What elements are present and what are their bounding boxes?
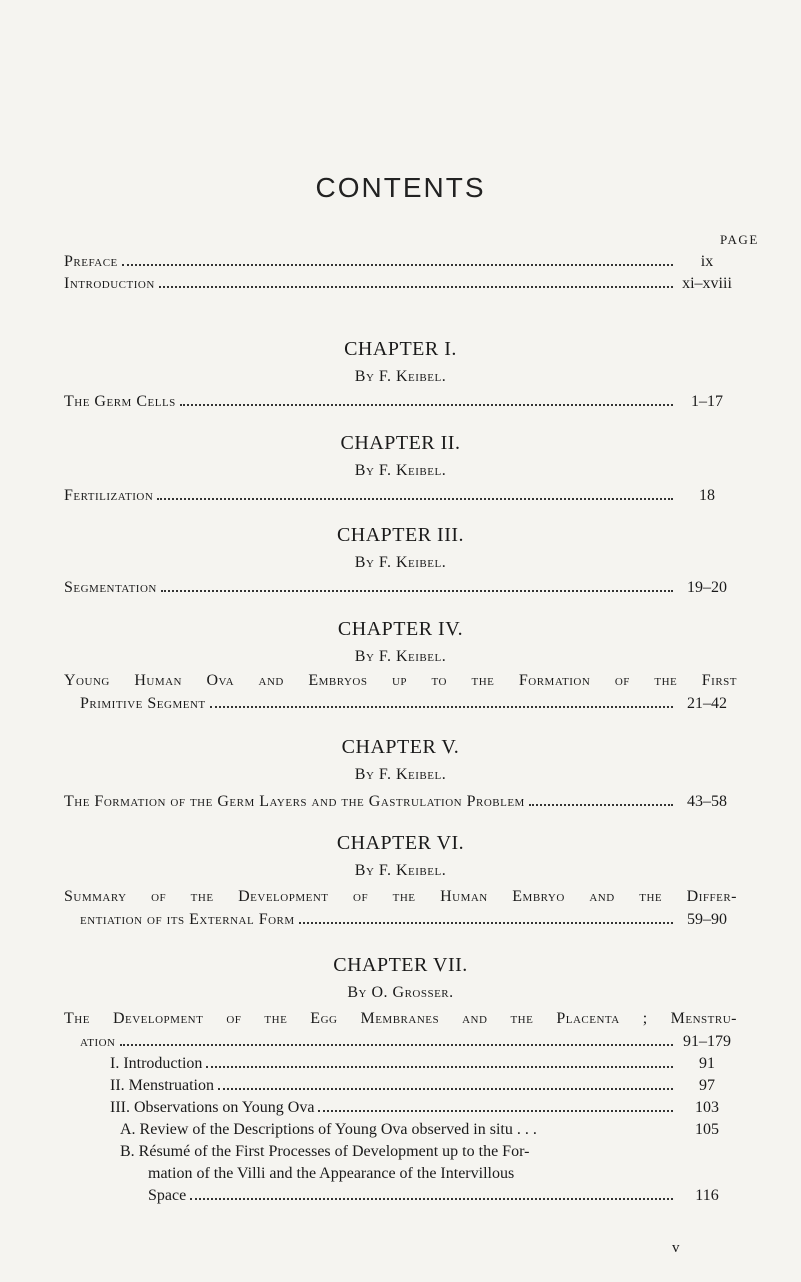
entry-label: Introduction: [64, 275, 155, 292]
chapter-heading: CHAPTER VI.: [336, 832, 465, 854]
entry-page: 1–17: [691, 393, 723, 410]
toc-entry-introduction[interactable]: [64, 274, 737, 294]
chapter-author: By O. Grosser.: [347, 984, 454, 1001]
entry-label: Space: [148, 1187, 187, 1204]
chapter-heading: CHAPTER II.: [340, 432, 461, 454]
toc-entry-chapter-5[interactable]: [64, 792, 737, 812]
page-title: CONTENTS: [315, 172, 486, 203]
toc-entry-chapter-4-line1[interactable]: Young Human Ova and Embryos up to the Formation of the First: [64, 672, 737, 689]
leader-dots: [120, 1044, 674, 1046]
toc-entry-preface[interactable]: [64, 252, 737, 272]
leader-dots: [180, 404, 673, 406]
leader-dots: [159, 286, 673, 288]
toc-entry-chapter-1[interactable]: [64, 392, 737, 412]
entry-label: The Formation of the Germ Layers and the Gastrulation Problem: [64, 793, 525, 810]
toc-entry-chapter-6[interactable]: [80, 910, 737, 930]
chapter-heading: CHAPTER III.: [336, 524, 465, 546]
leader-dots: [218, 1088, 673, 1090]
entry-page: 97: [699, 1077, 715, 1094]
toc-entry-chapter-3[interactable]: [64, 578, 737, 598]
toc-subentry-menstruation[interactable]: [110, 1076, 737, 1096]
entry-page: ix: [700, 253, 714, 270]
entry-page: 103: [695, 1099, 719, 1116]
chapter-author: By F. Keibel.: [354, 554, 447, 571]
toc-subentry-resume[interactable]: [148, 1186, 737, 1206]
toc-entry-chapter-2[interactable]: [64, 486, 737, 506]
chapter-heading: CHAPTER I.: [344, 338, 457, 360]
toc-entry-chapter-4[interactable]: [80, 694, 737, 714]
entry-label: Fertilization: [64, 487, 154, 504]
toc-subentry-introduction[interactable]: [110, 1054, 737, 1074]
chapter-author: By F. Keibel.: [354, 648, 447, 665]
leader-dots: [529, 804, 673, 806]
entry-label: Primitive Segment: [80, 695, 206, 712]
entry-label: A. Review of the Descriptions of Young Ova observed in situ . . .: [120, 1121, 537, 1138]
leader-dots: [122, 264, 673, 266]
toc-subentry-resume-line1[interactable]: [120, 1142, 737, 1162]
chapter-heading: CHAPTER V.: [341, 736, 460, 758]
toc-entry-chapter-7[interactable]: [80, 1032, 737, 1052]
entry-page: 59–90: [687, 911, 727, 928]
entry-label: Preface: [64, 253, 118, 270]
leader-dots: [318, 1110, 673, 1112]
toc-subentry-observations[interactable]: [110, 1098, 737, 1118]
leader-dots: [161, 590, 673, 592]
chapter-author: By F. Keibel.: [354, 862, 447, 879]
leader-dots: [190, 1198, 673, 1200]
page-column-header: PAGE: [720, 232, 759, 247]
entry-page: xi–xviii: [682, 275, 732, 292]
entry-label: mation of the Villi and the Appearance of the Intervillous: [148, 1165, 515, 1182]
leader-dots: [299, 922, 673, 924]
leader-dots: [157, 498, 673, 500]
page-number: v: [672, 1240, 680, 1256]
entry-label: B. Résumé of the First Processes of Development up to the For-: [120, 1143, 530, 1160]
entry-label: II. Menstruation: [110, 1077, 214, 1094]
entry-page: 105: [695, 1121, 719, 1138]
entry-page: 91–179: [683, 1033, 731, 1050]
entry-label: I. Introduction: [110, 1055, 203, 1072]
entry-label: entiation of its External Form: [80, 911, 295, 928]
toc-subentry-resume-line2[interactable]: [148, 1164, 737, 1184]
entry-page: 18: [699, 487, 715, 504]
chapter-heading: CHAPTER IV.: [337, 618, 464, 640]
chapter-author: By F. Keibel.: [354, 766, 447, 783]
chapter-author: By F. Keibel.: [354, 368, 447, 385]
toc-entry-chapter-6-line1[interactable]: Summary of the Development of the Human Embryo and the Differ-: [64, 888, 737, 905]
entry-page: 21–42: [687, 695, 727, 712]
entry-label: ation: [80, 1033, 116, 1050]
toc-subentry-review[interactable]: [120, 1120, 737, 1140]
entry-page: 43–58: [687, 793, 727, 810]
entry-page: 116: [695, 1187, 719, 1204]
entry-label: Segmentation: [64, 579, 157, 596]
entry-label: III. Observations on Young Ova: [110, 1099, 315, 1116]
leader-dots: [206, 1066, 673, 1068]
entry-page: 91: [699, 1055, 715, 1072]
chapter-author: By F. Keibel.: [354, 462, 447, 479]
leader-dots: [210, 706, 673, 708]
entry-page: 19–20: [687, 579, 727, 596]
toc-entry-chapter-7-line1[interactable]: The Development of the Egg Membranes and the Placenta ; Menstru-: [64, 1010, 737, 1027]
chapter-heading: CHAPTER VII.: [333, 954, 468, 976]
entry-label: The Germ Cells: [64, 393, 176, 410]
